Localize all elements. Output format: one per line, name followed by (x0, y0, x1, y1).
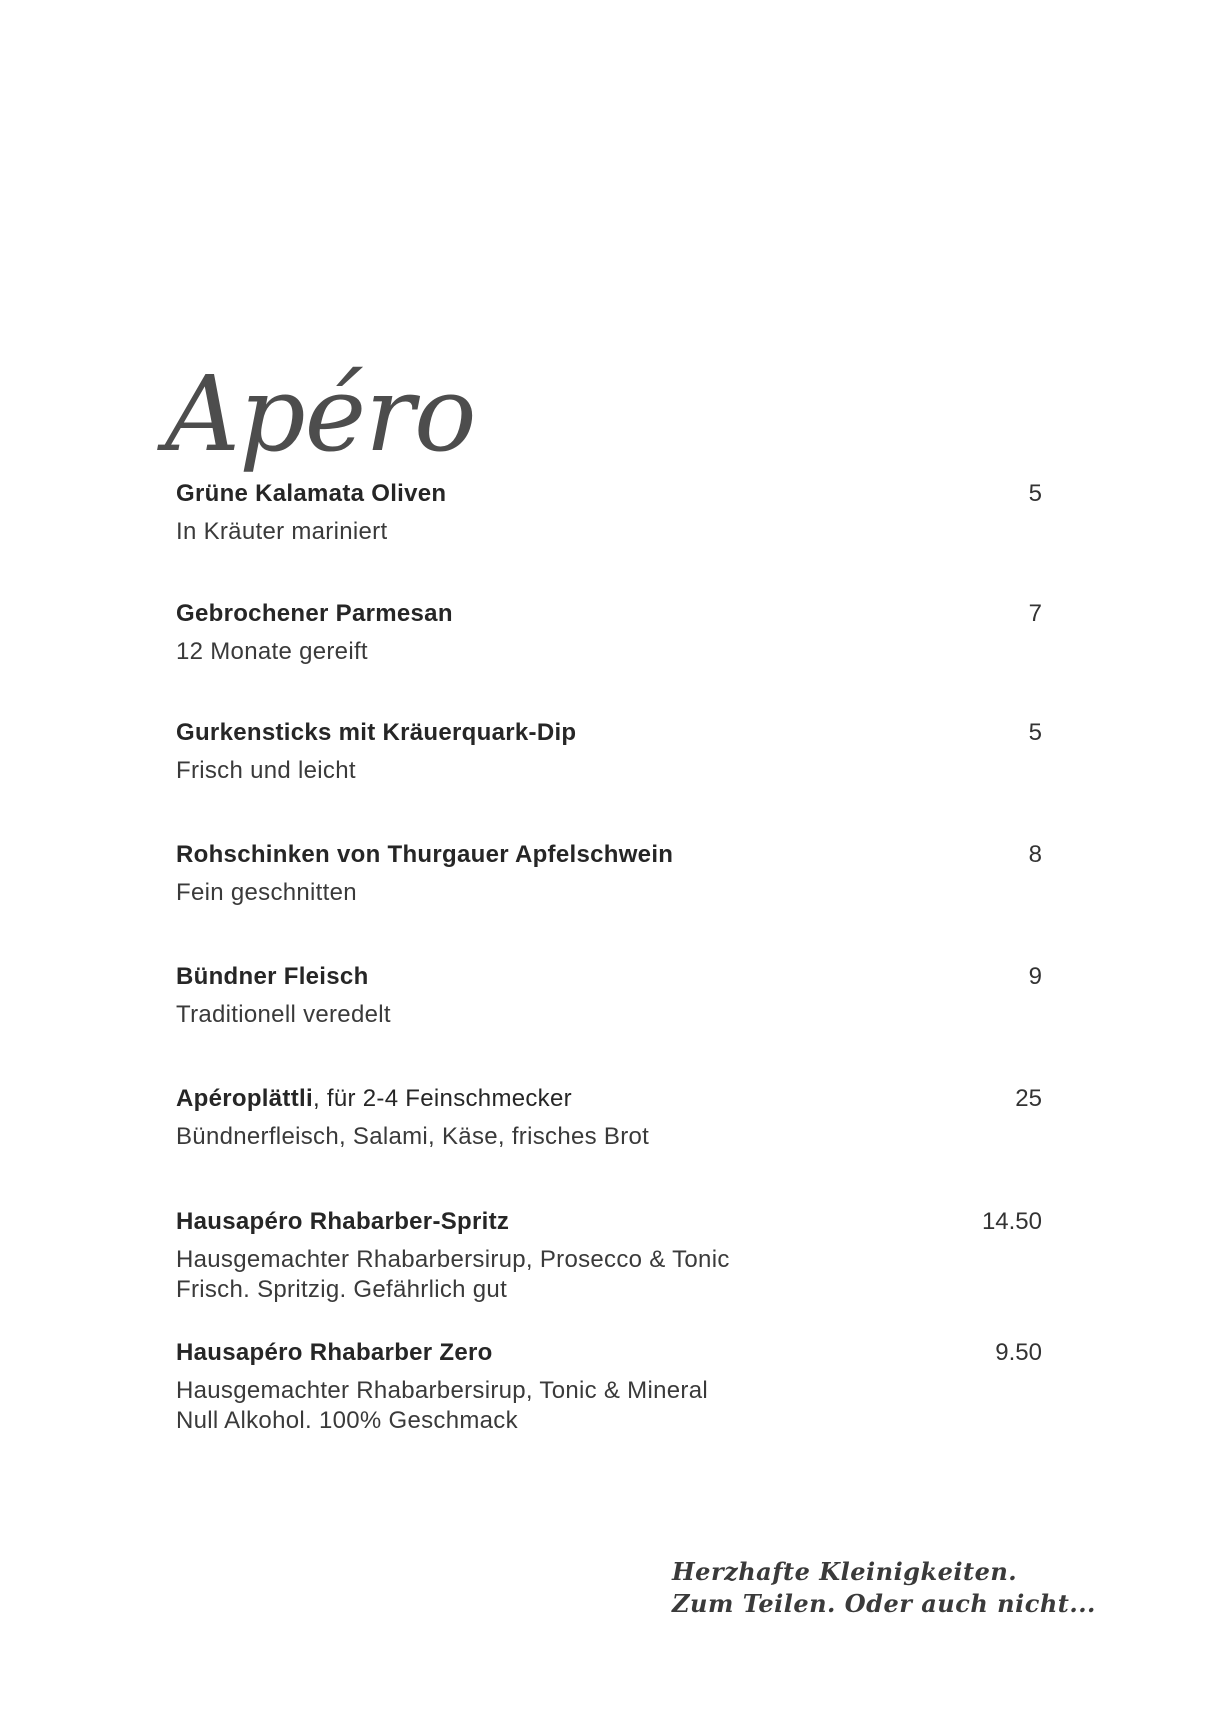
menu-item-price: 9 (1028, 963, 1042, 990)
menu-item-price: 14.50 (981, 1208, 1042, 1235)
menu-item-price: 8 (1028, 841, 1042, 868)
menu-item-description: Bündnerfleisch, Salami, Käse, frisches Brot (176, 1123, 650, 1150)
menu-item-name: Gebrochener Parmesan (176, 600, 453, 627)
menu-item-description: In Kräuter mariniert (176, 518, 388, 545)
menu-item-description: Frisch. Spritzig. Gefährlich gut (176, 1276, 508, 1303)
menu-item (176, 477, 1042, 547)
page-title: Apéro (165, 352, 476, 475)
menu-item-name: Rohschinken von Thurgauer Apfelschwein (176, 841, 674, 868)
menu-item (176, 597, 1042, 667)
tagline (672, 1556, 1096, 1620)
tagline-line: Zum Teilen. Oder auch nicht... (672, 1589, 1096, 1618)
menu-item-description: Traditionell veredelt (176, 1001, 391, 1028)
menu-item-header (176, 1336, 1042, 1370)
menu-item (176, 960, 1042, 1030)
menu-item-price: 9.50 (995, 1339, 1042, 1366)
menu-item-header (176, 1082, 1042, 1116)
menu-item-price: 5 (1028, 719, 1042, 746)
menu-item (176, 716, 1042, 786)
menu-item-name: Hausapéro Rhabarber Zero (176, 1339, 493, 1366)
menu-item-name: Apéroplättli, für 2-4 Feinschmecker (176, 1085, 572, 1112)
menu-item-price: 25 (1015, 1085, 1042, 1112)
menu-item-description: Null Alkohol. 100% Geschmack (176, 1407, 518, 1434)
menu-item-name: Bündner Fleisch (176, 963, 369, 990)
menu-item-header (176, 960, 1042, 994)
menu-item (176, 838, 1042, 908)
menu-item-header (176, 838, 1042, 872)
tagline-line: Herzhafte Kleinigkeiten. (672, 1557, 1018, 1586)
menu-item-header (176, 597, 1042, 631)
menu-item-name: Hausapéro Rhabarber-Spritz (176, 1208, 510, 1235)
menu-item-header (176, 716, 1042, 750)
menu-item-description: Frisch und leicht (176, 757, 356, 784)
menu-item (176, 1082, 1042, 1152)
menu-item-header (176, 477, 1042, 511)
menu-item-price: 7 (1028, 600, 1042, 627)
menu-item-name: Grüne Kalamata Oliven (176, 480, 447, 507)
menu-item-header (176, 1205, 1042, 1239)
menu-item-description: Hausgemachter Rhabarbersirup, Prosecco & Tonic (176, 1246, 730, 1273)
menu-item-description: Fein geschnitten (176, 879, 357, 906)
menu-item-name: Gurkensticks mit Kräuerquark-Dip (176, 719, 577, 746)
menu-item-description: Hausgemachter Rhabarbersirup, Tonic & Mineral (176, 1377, 708, 1404)
menu-item-price: 5 (1028, 480, 1042, 507)
menu-item (176, 1205, 1042, 1305)
menu-item-description: 12 Monate gereift (176, 638, 368, 665)
menu-item (176, 1336, 1042, 1436)
